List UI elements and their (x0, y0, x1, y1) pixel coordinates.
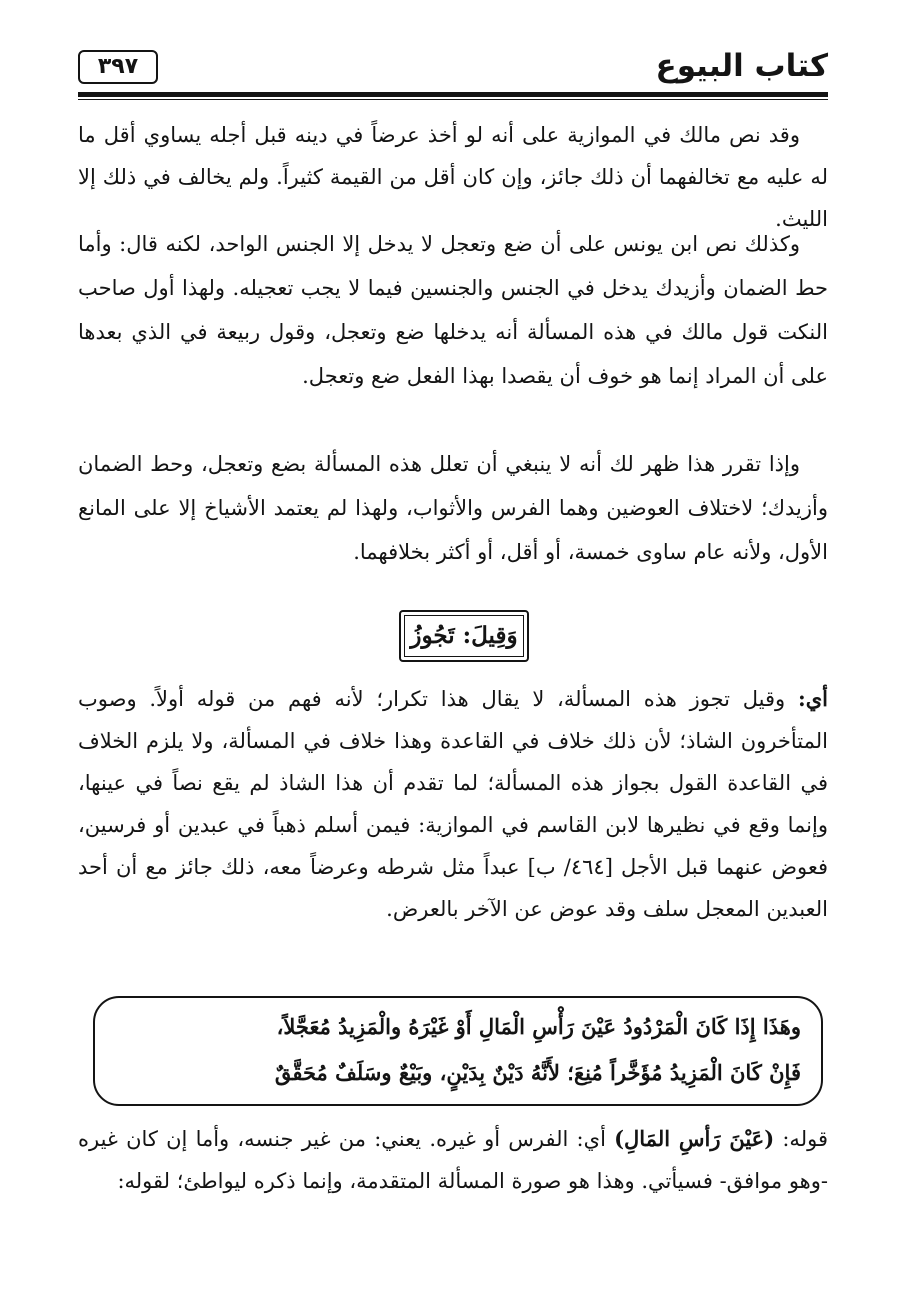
paragraph-3 (78, 442, 828, 574)
paragraph-4-container (78, 678, 828, 930)
matn-statement-line-1: وهَذَا إِذَا كَانَ الْمَرْدُودُ عَيْنَ رَأْسِ الْمَالِ أَوْ غَيْرَهُ والْمَزِيدُ مُعَجَّلاً، (276, 1014, 801, 1039)
paragraph-5-lead: قوله: (782, 1127, 828, 1151)
paragraph-4-lead: أي: (797, 686, 828, 711)
paragraph-1-text: وقد نص مالك في الموازية على أنه لو أخذ عرضاً في دينه قبل أجله يساوي أقل ما له عليه مع تخالفهما أن ذلك جائز، وإن كان أقل من القيمة كثيراً. ولم يخالف في ذلك إلا الليث. (78, 123, 828, 231)
paragraph-2 (78, 222, 828, 398)
paragraph-4-text: وقيل تجوز هذه المسألة، لا يقال هذا تكرار؛ لأنه فهم من قوله أولاً. وصوب المتأخرون الشاذ؛ لأن ذلك خلاف في القاعدة وهذا خلاف في المسألة، ولا يلزم الخلاف في القاعدة القول بجواز هذه المسألة؛ لما تقدم أن هذا الشاذ لم يقع نصاً في عينها، وإنما وقع في نظيرها لابن القاسم في الموازية: فيمن أسلم ذهباً في عبدين أو فرسين، فعوض عنهما قبل الأجل [٤٦٤/ ب] عبداً مثل شرطه وعرضاً معه، ذلك جائز مع أن أحد العبدين المعجل سلف وقد عوض عن الآخر بالعرض. (78, 687, 828, 921)
matn-heading: وَقِيلَ: تَجُوزُ (404, 615, 524, 657)
paragraph-5 (78, 1118, 828, 1202)
matn-statement-box (93, 996, 823, 1106)
paragraph-5-container (78, 1118, 828, 1202)
header-rule (78, 92, 828, 97)
matn-heading-box (399, 610, 529, 662)
paragraph-2-text: وكذلك نص ابن يونس على أن ضع وتعجل لا يدخل إلا الجنس الواحد، لكنه قال: وأما حط الضمان وأزيدك يدخل في الجنس والجنسين فيما لا يجب تعجيله. ولهذا أول صاحب النكت قول مالك في هذه المسألة أنه يدخلها ضع وتعجل، وقول ربيعة في الذي بعدها على أن المراد إنما هو خوف أن يقصدا بهذا الفعل ضع وتعجل. (78, 232, 828, 388)
quoted-term: (عَيْنَ رَأسِ المَالِ) (614, 1126, 775, 1151)
paragraph-3-text: وإذا تقرر هذا ظهر لك أنه لا ينبغي أن تعلل هذه المسألة بضع وتعجل، وحط الضمان وأزيدك؛ لاختلاف العوضين وهما الفرس والأثواب، ولهذا لم يعتمد الأشياخ إلا على المانع الأول، ولأنه عام ساوى خمسة، أو أقل، أو أكثر بخلافهما. (78, 452, 828, 564)
matn-statement-line-2: فَإِنْ كَانَ الْمَزِيدُ مُؤَخَّراً مُنِعَ؛ لأَنَّهُ دَيْنٌ بِدَيْنٍ، وبَيْعٌ وسَلَفٌ مُحَقَّقٌ (274, 1060, 801, 1085)
book-title: كتاب البيوع (655, 48, 828, 84)
running-header (78, 40, 828, 100)
paragraph-5-text: أي: الفرس أو غيره. يعني: من غير جنسه، وأما إن كان غيره -وهو موافق- فسيأتي. وهذا هو صورة المسألة المتقدمة، وإنما ذكره ليواطئ؛ لقوله: (78, 1127, 828, 1193)
page-number: ٣٩٧ (78, 50, 158, 84)
paragraph-4 (78, 678, 828, 930)
